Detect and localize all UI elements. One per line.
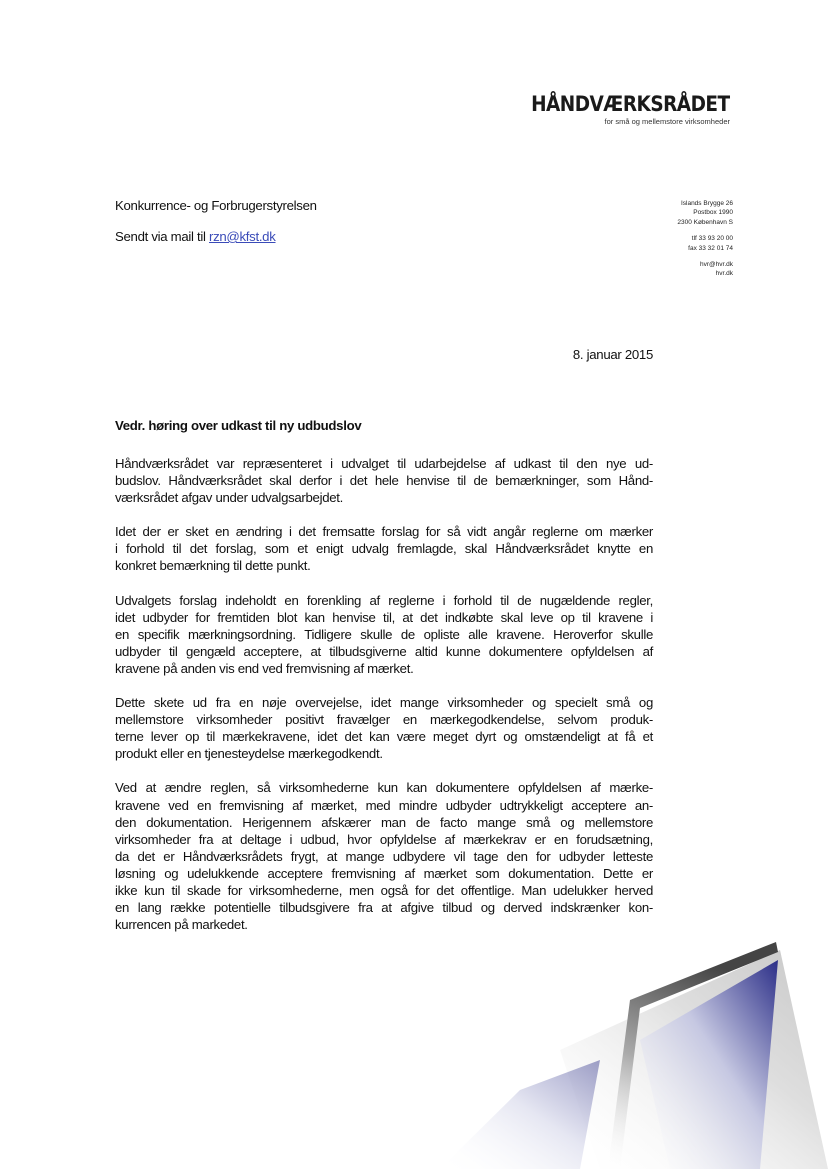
text-line: Idet der er sket en ændring i det fremsatte forslag for så vidt angår reglerne om mærker	[115, 524, 653, 540]
letter-date: 8. januar 2015	[572, 347, 653, 362]
text-line: i forhold til det forslag, som et enigt udvalg fremlagde, skal Håndværksrådet knytte en	[115, 541, 653, 557]
text-line: udbyder til gengæld acceptere, at tilbudsgiverne altid kunne dokumentere opfyldelsen af	[115, 643, 653, 659]
recipient-name: Konkurrence- og Forbrugerstyrelsen	[115, 198, 317, 213]
text-line: ikke kun til skade for virksomhederne, men også for det offentlige. Man udelukker herved	[115, 882, 653, 898]
logo-subtitle: for små og mellemstore virksomheder	[604, 117, 730, 126]
text-line: Ved at ændre reglen, så virksomhederne kun kan dokumentere opfyldelsen af mærke-	[115, 780, 653, 796]
text-line: en specifik mærkningsordning. Tidligere skulle de opliste alle kravene. Heroverfor skulle	[115, 626, 653, 642]
address-phone: tlf 33 93 20 00	[691, 235, 733, 243]
text-line: kurrencen på markedet.	[115, 917, 248, 933]
text-line: mellemstore virksomheder positivt fravælger en mærkegodkendelse, selvom produk-	[115, 712, 653, 728]
recipient-email-link[interactable]: rzn@kfst.dk	[209, 229, 276, 244]
text-line: Dette skete ud fra en nøje overvejelse, idet mange virksomheder og specielt små og	[115, 695, 653, 711]
letter-subject: Vedr. høring over udkast til ny udbudslov	[115, 418, 362, 433]
address-web: hvr.dk	[715, 270, 733, 278]
text-line: løsning og udelukkende acceptere fremvisning af mærket som dokumentation. Dette er	[115, 865, 653, 881]
text-line: Udvalgets forslag indeholdt en forenkling af reglerne i forhold til de nugældende regler,	[115, 592, 653, 608]
text-line: konkret bemærkning til dette punkt.	[115, 558, 311, 574]
text-line: en lang række potentielle tilbudsgivere fra at afgive tilbud og derved indskrænker kon-	[115, 900, 653, 916]
logo-title: HÅNDVÆRKSRÅDET	[531, 92, 730, 116]
text-line: produkt eller en tjenesteydelse mærkegodkendt.	[115, 746, 383, 762]
decoration-light-stripe	[440, 1060, 600, 1169]
text-line: værksrådet afgav under udvalgsarbejdet.	[115, 490, 344, 506]
address-postbox: Postbox 1990	[693, 209, 733, 217]
text-line: budslov. Håndværksrådet skal derfor i det hele henvise til de bemærkninger, som Hånd-	[115, 473, 653, 489]
text-line: virksomheder fra at deltage i udbud, hvor opfyldelse af mærkekrav er en forudsætning,	[115, 831, 653, 847]
text-line: den dokumentation. Herigennem afskærer man de facto mange små og mellemstore	[115, 814, 653, 830]
sent-via-label: Sendt via mail til	[115, 229, 206, 244]
text-line: Håndværksrådet var repræsenteret i udvalget til udarbejdelse af udkast til den nye ud-	[115, 456, 653, 471]
text-line: idet udbyder for fremtiden blot kan henvise til, at det indkøbte skal leve op til kravene i	[115, 609, 653, 625]
address-city: 2300 København S	[677, 218, 733, 226]
address-street: Islands Brygge 26	[680, 200, 733, 207]
address-email: hvr@hvr.dk	[700, 261, 733, 269]
text-line: kravene på anden vis end ved fremvisning af mærket.	[115, 660, 414, 676]
text-line: terne lever op til mærkekravene, idet det kan være meget dyrt og omstændeligt at få et	[115, 729, 653, 745]
text-line: kravene ved en fremvisning af mærket, med mindre udbyder udtrykkeligt acceptere an-	[115, 797, 653, 813]
address-fax: fax 33 32 01 74	[688, 244, 733, 252]
text-line: da det er Håndværksrådets frygt, at mange udbydere vil tage den for udbyder letteste	[115, 848, 653, 864]
